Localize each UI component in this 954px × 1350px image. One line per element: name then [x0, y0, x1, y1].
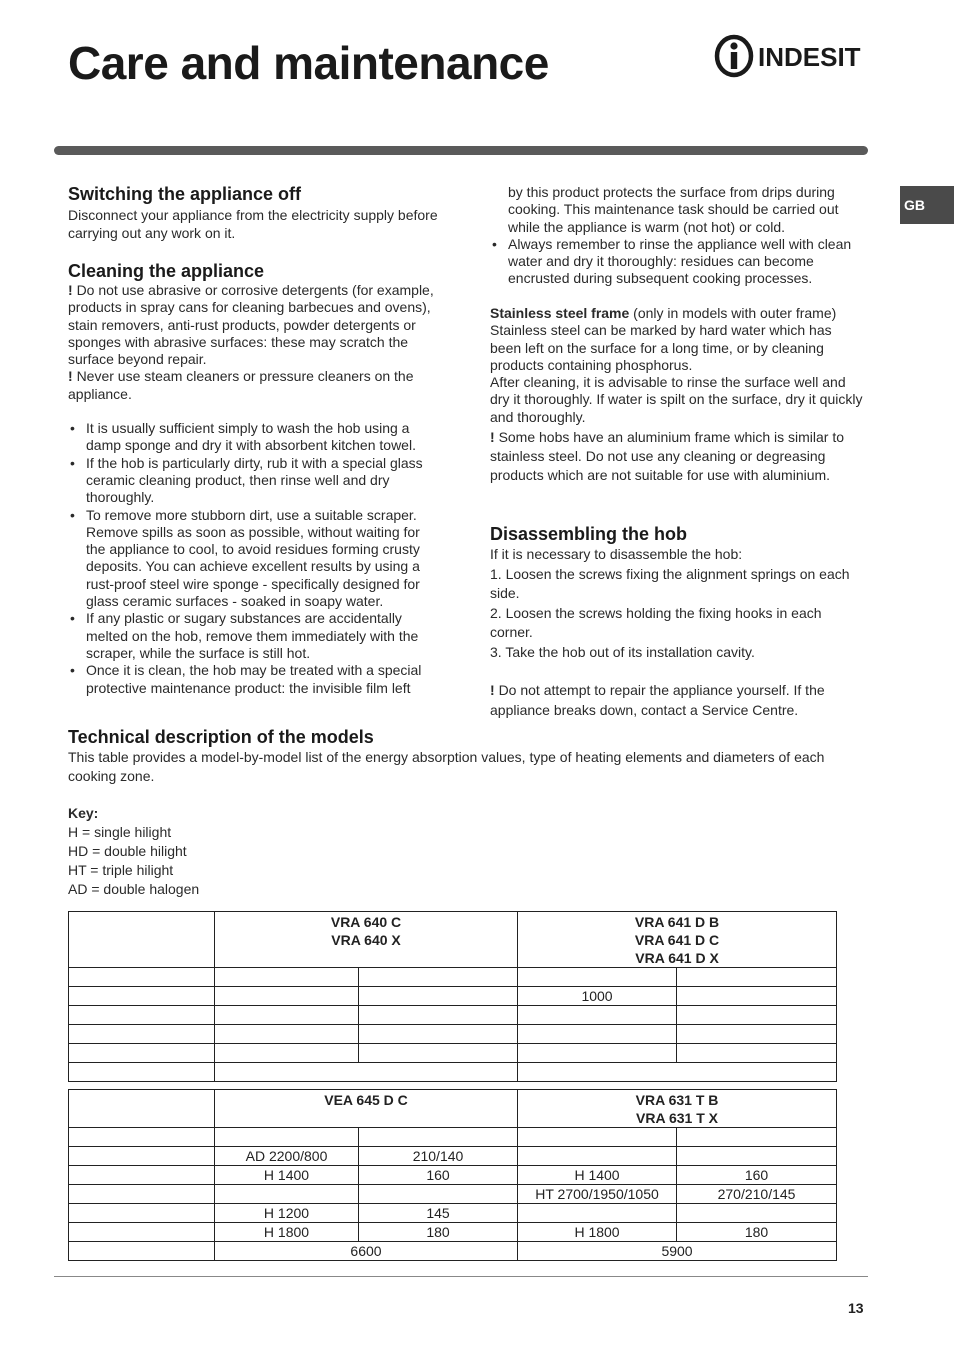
table-cell: [518, 1128, 677, 1147]
table-cell: [677, 1025, 837, 1044]
table-row: [69, 1044, 837, 1063]
table-total-row: [69, 1242, 837, 1261]
cleaning-warning-2: [68, 368, 442, 403]
table-cell: [518, 1044, 677, 1063]
warning-mark: !: [68, 368, 73, 385]
table-cell: [69, 1147, 215, 1166]
list-item: • To remove more stubborn dirt, use a suitable scraper. Remove spills as soon as possible, without waiting for the appliance to cool, to avoid residues forming crusty deposits. You can achieve excellent results by using a rust-proof steel wire sponge - specifically designed for glass ceramic surfaces - soaked in soapy water.: [68, 507, 442, 611]
key-item: AD = double halogen: [68, 881, 200, 897]
table-cell: [215, 1063, 518, 1082]
table-cell: 180: [677, 1223, 837, 1242]
table-cell: [677, 1147, 837, 1166]
stainless-label: Stainless steel frame: [490, 305, 630, 321]
table-header-row: [69, 1090, 837, 1128]
table-cell: 160: [359, 1166, 518, 1185]
table-cell: H 1800: [215, 1223, 359, 1242]
technical-text: This table provides a model-by-model list of the energy absorption values, type of heating elements and diameters of each cooking zone.: [68, 749, 825, 784]
list-item: • Once it is clean, the hob may be treated with a special protective maintenance product: the invisible film left: [68, 662, 442, 697]
page-number: 13: [848, 1300, 864, 1316]
table-cell: [518, 1025, 677, 1044]
disassembling-step: 2. Loosen the screws holding the fixing hooks in each corner.: [490, 604, 822, 640]
table-cell: [215, 987, 359, 1006]
model-name: VEA 645 D C: [324, 1092, 408, 1108]
model-header: [215, 912, 518, 968]
table-cell: 270/210/145: [677, 1185, 837, 1204]
model-header: [215, 1090, 518, 1128]
table-cell: [69, 1204, 215, 1223]
table-row: [69, 1128, 837, 1147]
cleaning-continued: [490, 184, 870, 288]
table-row: [69, 987, 837, 1006]
table-cell: [677, 1204, 837, 1223]
page-title: Care and maintenance: [68, 37, 549, 89]
table-header-row: [69, 912, 837, 968]
models-table-1: [68, 911, 837, 1082]
table-cell: [677, 1044, 837, 1063]
table-cell: 145: [359, 1204, 518, 1223]
models-table-2: [68, 1089, 837, 1261]
table-row: [69, 1025, 837, 1044]
model-name: VRA 631 T X: [636, 1110, 718, 1126]
table-cell: [677, 968, 837, 987]
warning-mark: !: [68, 282, 73, 298]
table-cell: [69, 1063, 215, 1082]
model-header: [518, 912, 837, 968]
switching-text: Disconnect your appliance from the electricity supply before carrying out any work on it.: [68, 207, 438, 241]
table-cell: [518, 1006, 677, 1025]
table-cell: 5900: [518, 1242, 837, 1261]
table-row: [69, 1204, 837, 1223]
stainless-text-1: Stainless steel can be marked by hard water which has been left on the surface for a long time, or by cleaning products containing phosphorus.: [490, 322, 832, 373]
table-cell: 180: [359, 1223, 518, 1242]
table-cell: [215, 1025, 359, 1044]
model-name: VRA 641 D X: [635, 950, 719, 966]
disassembling-section: [490, 523, 866, 720]
table-cell: [359, 1128, 518, 1147]
key-item: HD = double hilight: [68, 843, 187, 859]
key-item: H = single hilight: [68, 824, 172, 840]
header-rule: [54, 146, 868, 155]
disassembling-intro: If it is necessary to disassemble the hob:: [490, 546, 743, 562]
table-cell: [69, 1185, 215, 1204]
model-name: VRA 631 T B: [635, 1092, 719, 1108]
model-header: [518, 1090, 837, 1128]
table-cell: [518, 1063, 837, 1082]
table-cell: [69, 987, 215, 1006]
table-row: [69, 1147, 837, 1166]
brand-name: INDESIT: [758, 42, 861, 72]
table-cell: [359, 1025, 518, 1044]
table-cell: [518, 1147, 677, 1166]
table-row: [69, 1185, 837, 1204]
table-cell: 6600: [215, 1242, 518, 1261]
table-cell: 1000: [518, 987, 677, 1006]
table-cell: [69, 1166, 215, 1185]
table-cell: HT 2700/1950/1050: [518, 1185, 677, 1204]
warning-mark: !: [490, 682, 495, 698]
switching-heading: Switching the appliance off: [68, 184, 302, 204]
table-cell: [69, 912, 215, 968]
table-cell: [677, 987, 837, 1006]
table-cell: [359, 987, 518, 1006]
table-cell: H 1400: [215, 1166, 359, 1185]
table-cell: [359, 1006, 518, 1025]
warning-text: Do not use abrasive or corrosive detergents (for example, products in spray cans for cleaning barbecues and ovens), stain removers, anti-rust products, powder detergents or sponges with abrasive surfaces: these may scratch the surface beyond repair.: [68, 282, 434, 368]
table-row: [69, 1223, 837, 1242]
table-cell: [677, 1006, 837, 1025]
table-cell: [69, 1044, 215, 1063]
table-cell: H 1200: [215, 1204, 359, 1223]
disassembling-heading: Disassembling the hob: [490, 524, 688, 544]
table-cell: [215, 1128, 359, 1147]
cleaning-section: [68, 260, 442, 697]
indesit-logo-icon: [714, 34, 872, 78]
list-item: • It is usually sufficient simply to wash the hob using a damp sponge and dry it with absorbent kitchen towel.: [68, 420, 442, 455]
table-cell: [215, 968, 359, 987]
list-item: • If the hob is particularly dirty, rub it with a special glass ceramic cleaning product, then rinse well and dry thoroughly.: [68, 455, 442, 507]
table-cell: 210/140: [359, 1147, 518, 1166]
stainless-warning: [490, 428, 866, 485]
table-total-row: [69, 1063, 837, 1082]
technical-heading: Technical description of the models: [68, 727, 374, 747]
table-cell: [359, 1044, 518, 1063]
table-row: [69, 1006, 837, 1025]
cleaning-warning-1: [68, 282, 442, 368]
table-cell: [518, 1204, 677, 1223]
warning-mark: !: [490, 429, 495, 446]
table-cell: H 1400: [518, 1166, 677, 1185]
footer-rule: [54, 1276, 868, 1277]
table-cell: [69, 968, 215, 987]
disassembling-step: 1. Loosen the screws fixing the alignment springs on each side.: [490, 565, 850, 601]
table-cell: [677, 1128, 837, 1147]
cleaning-bullets-continued: [490, 236, 870, 288]
stainless-note: (only in models with outer frame): [629, 305, 837, 321]
model-name: VRA 641 D B: [634, 914, 720, 930]
key-item: HT = triple hilight: [68, 862, 174, 878]
list-item: • If any plastic or sugary substances are accidentally melted on the hob, remove them immediately with the scraper, while the surface is still hot.: [68, 610, 442, 662]
brand-logo: [714, 34, 872, 78]
repair-warning: [490, 681, 866, 720]
warning-text: Never use steam cleaners or pressure cleaners on the appliance.: [68, 368, 414, 402]
stainless-text-2: After cleaning, it is advisable to rinse the surface well and dry it thoroughly. If water is spilt on the surface, dry it quickly and thoroughly.: [490, 374, 863, 425]
language-tab: GB: [900, 186, 954, 224]
warning-text: Some hobs have an aluminium frame which is similar to stainless steel. Do not use any cleaning or degreasing products which are not suitable for use with aluminium.: [490, 429, 845, 484]
stainless-intro: [490, 305, 866, 322]
model-name: VRA 640 C: [330, 914, 402, 930]
cleaning-heading: Cleaning the appliance: [68, 261, 265, 281]
table-cell: [69, 1128, 215, 1147]
model-name: VRA 641 D C: [634, 932, 720, 948]
table-cell: [69, 1006, 215, 1025]
switching-section: [68, 183, 442, 242]
table-cell: [359, 968, 518, 987]
table-cell: [518, 968, 677, 987]
cleaning-bullets: [68, 420, 442, 697]
model-name: VRA 640 X: [331, 932, 401, 948]
table-cell: [69, 1025, 215, 1044]
warning-text: Do not attempt to repair the appliance yourself. If the appliance breaks down, contact a Service Centre.: [490, 682, 825, 718]
bullet-continuation: by this product protects the surface from drips during cooking. This maintenance task should be carried out while the appliance is warm (not hot) or cold.: [508, 184, 839, 235]
table-cell: [215, 1185, 359, 1204]
table-cell: [215, 1006, 359, 1025]
table-cell: AD 2200/800: [215, 1147, 359, 1166]
table-cell: [359, 1185, 518, 1204]
list-item: • Always remember to rinse the appliance well with clean water and dry it thoroughly: residues can become encrusted during subsequent cooking processes.: [490, 236, 870, 288]
key-label: Key:: [68, 805, 99, 821]
table-cell: [69, 1242, 215, 1261]
table-cell: H 1800: [518, 1223, 677, 1242]
table-row: [69, 1166, 837, 1185]
stainless-section: [490, 305, 866, 485]
table-cell: [69, 1090, 215, 1128]
table-cell: [69, 1223, 215, 1242]
disassembling-step: 3. Take the hob out of its installation cavity.: [490, 643, 755, 660]
table-row: [69, 968, 837, 987]
table-cell: [215, 1044, 359, 1063]
table-cell: 160: [677, 1166, 837, 1185]
technical-section: [68, 726, 868, 899]
